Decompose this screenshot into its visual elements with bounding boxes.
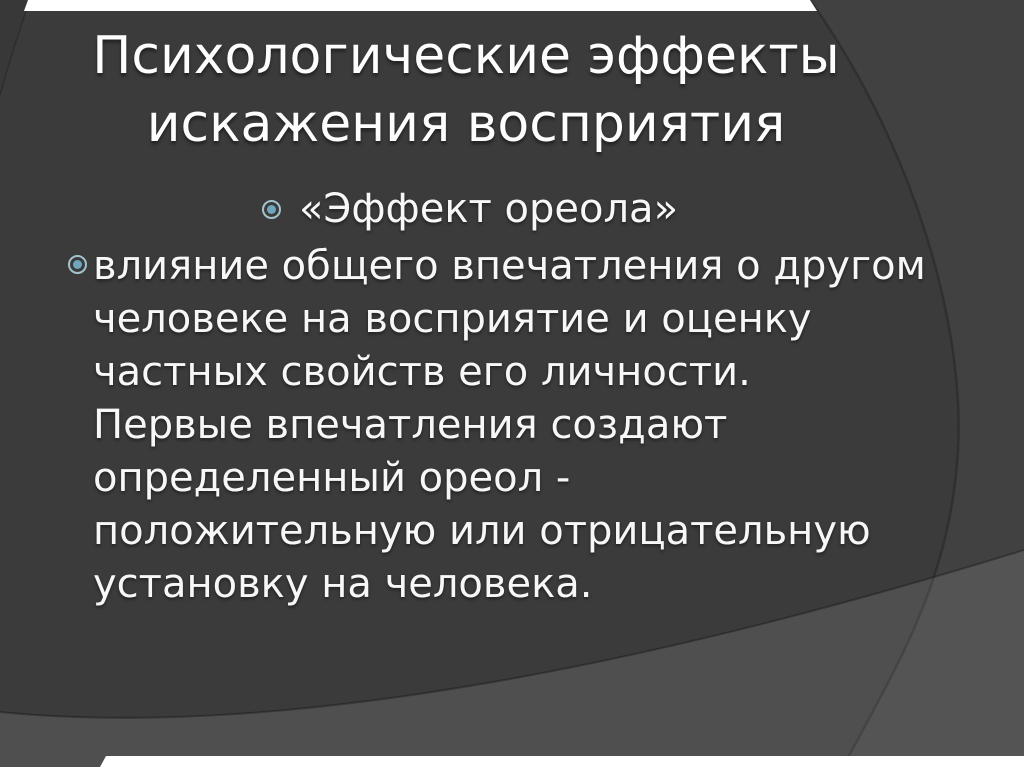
- paragraph-line: Первые впечатления создают: [93, 402, 728, 448]
- paragraph-line: влияние общего впечатления о другом: [93, 243, 926, 289]
- slide-title-line2: искажения восприятия: [146, 94, 786, 154]
- paragraph-line: определенный ореол -: [93, 455, 571, 501]
- bullet-paragraph: [93, 240, 926, 611]
- paragraph-line: человеке на восприятие и оценку: [93, 296, 812, 342]
- slide-title-line1: Психологические эффекты: [92, 26, 840, 86]
- bullet-item-description: [68, 240, 988, 611]
- paragraph-line: положительную или отрицательную: [93, 508, 871, 554]
- slide-title: [28, 22, 904, 158]
- circled-dot-bullet-icon: [262, 200, 281, 219]
- paragraph-line: установку на человека.: [93, 561, 593, 607]
- circled-dot-bullet-icon: [68, 255, 87, 274]
- paragraph-line: частных свойств его личности.: [93, 349, 751, 395]
- bullet-text: «Эффект ореола»: [298, 186, 679, 232]
- bullet-item-halo-effect: [28, 186, 912, 232]
